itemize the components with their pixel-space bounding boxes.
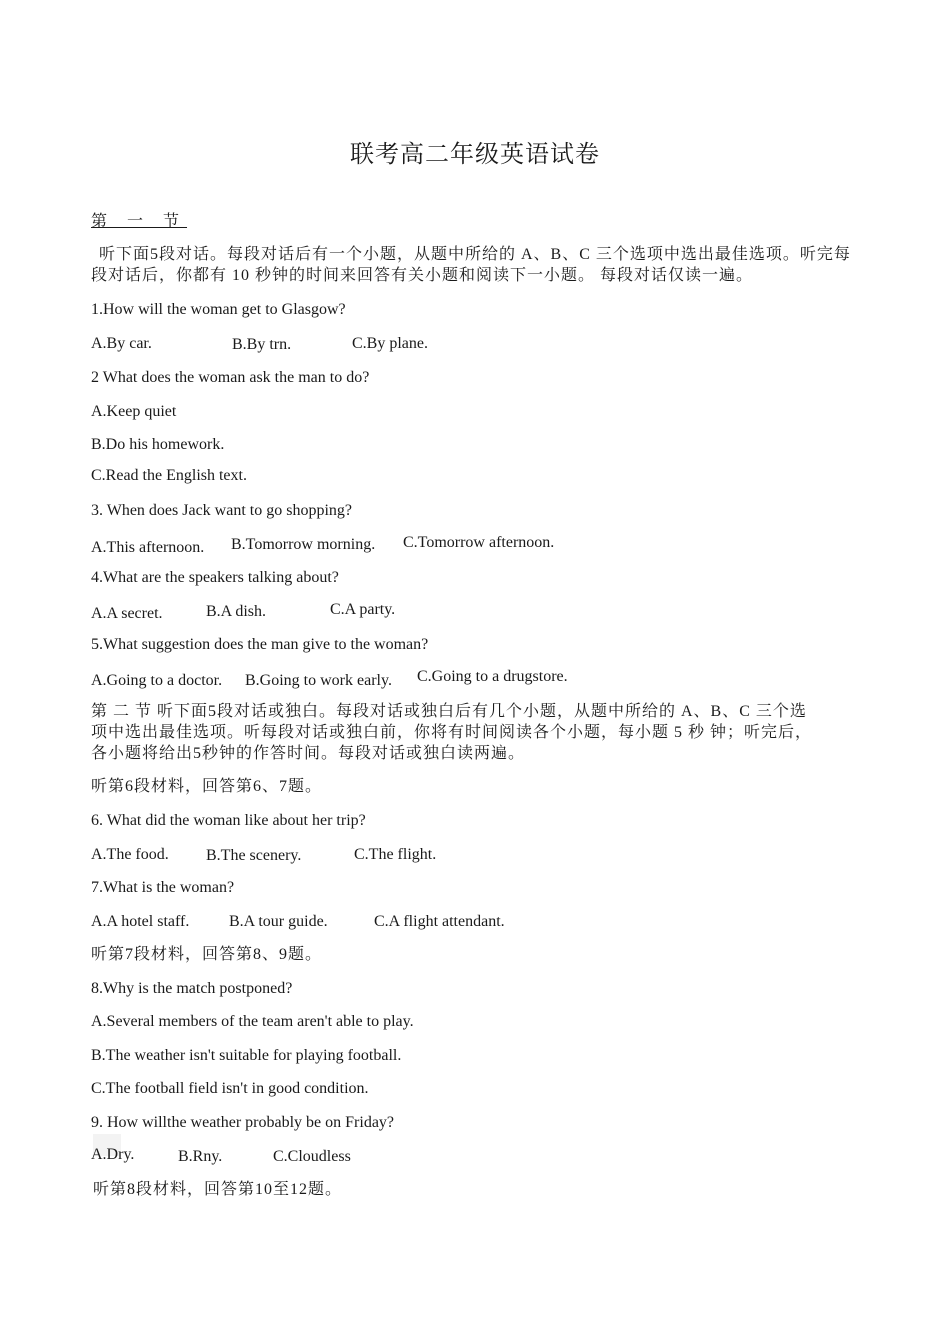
question-9-option-a: A.Dry. [91,1146,135,1163]
section2-instructions-line1: 第 二 节 听下面5段对话或独白。每段对话或独白后有几个小题，从题中所给的 A、B、C 三个选 [91,703,807,720]
question-8-option-c: C.The football field isn't in good condition. [91,1080,369,1097]
question-3-option-b: B.Tomorrow morning. [231,536,376,553]
section1-instructions-line2: 段对话后，你都有 10 秒钟的时间来回答有关小题和阅读下一小题。 每段对话仅读一遍。 [91,267,754,284]
document-title: 联考高二年级英语试卷 [350,142,600,168]
question-6-stem: 6. What did the woman like about her trip? [91,812,366,829]
question-3-stem: 3. When does Jack want to go shopping? [91,502,352,519]
question-2-option-b: B.Do his homework. [91,436,225,453]
question-1-stem: 1.How will the woman get to Glasgow? [91,301,346,318]
question-1-option-a: A.By car. [91,335,152,352]
question-9-option-b: B.Rny. [178,1148,223,1165]
question-4-stem: 4.What are the speakers talking about? [91,569,339,586]
question-9-option-c: C.Cloudless [273,1148,351,1165]
section1-heading: 第 一 节 [91,213,188,230]
question-7-option-b: B.A tour guide. [229,913,328,930]
question-2-option-c: C.Read the English text. [91,467,247,484]
question-5-option-b: B.Going to work early. [245,672,392,689]
question-7-stem: 7.What is the woman? [91,879,235,896]
section1-instructions-line1: 听下面5段对话。每段对话后有一个小题，从题中所给的 A、B、C 三个选项中选出最佳选项。听完每 [99,246,851,263]
question-1-option-c: C.By plane. [352,335,428,352]
material-6-heading: 听第6段材料，回答第6、7题。 [91,778,323,795]
question-6-option-b: B.The scenery. [206,847,302,864]
question-1-option-b: B.By trn. [232,336,292,353]
question-2-option-a: A.Keep quiet [91,403,177,420]
question-6-option-c: C.The flight. [354,846,437,863]
question-3-option-a: A.This afternoon. [91,539,205,556]
question-7-option-c: C.A flight attendant. [374,913,505,930]
question-7-option-a: A.A hotel staff. [91,913,190,930]
question-4-option-a: A.A secret. [91,605,163,622]
material-7-heading: 听第7段材料，回答第8、9题。 [91,946,323,963]
question-5-option-c: C.Going to a drugstore. [417,668,568,685]
question-2-stem: 2 What does the woman ask the man to do? [91,369,370,386]
question-4-option-c: C.A party. [330,601,396,618]
question-9-stem: 9. How willthe weather probably be on Friday? [91,1114,395,1131]
question-8-option-b: B.The weather isn't suitable for playing football. [91,1047,402,1064]
material-8-heading: 听第8段材料，回答第10至12题。 [93,1181,343,1198]
question-8-stem: 8.Why is the match postponed? [91,980,293,997]
question-5-stem: 5.What suggestion does the man give to the woman? [91,636,429,653]
question-3-option-c: C.Tomorrow afternoon. [403,534,555,551]
question-6-option-a: A.The food. [91,846,169,863]
question-5-option-a: A.Going to a doctor. [91,672,223,689]
section2-instructions-line2: 项中选出最佳选项。听每段对话或独白前，你将有时间阅读各个小题，每小题 5 秒 钟；听完后， [91,724,813,741]
question-4-option-b: B.A dish. [206,603,267,620]
question-8-option-a: A.Several members of the team aren't able to play. [91,1013,414,1030]
section2-instructions-line3: 各小题将给出5秒钟的作答时间。每段对话或独白读两遍。 [91,745,526,762]
